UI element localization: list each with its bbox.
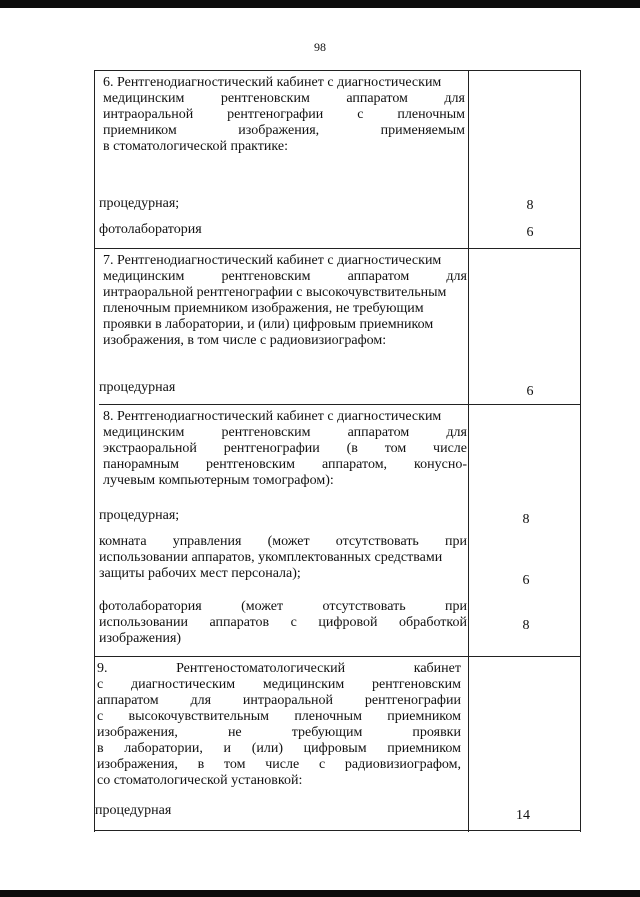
text-line: использовании аппаратов, укомплектованных средствами [99,550,443,565]
table-rule-row7 [94,248,581,249]
table-rule-row9 [94,656,581,657]
row-6-item-value: 8 [526,198,534,213]
text-line: изображения) [99,631,182,646]
text-line: 9. Рентгеностоматологический кабинет [97,661,461,676]
text-line: 8. Рентгенодиагностический кабинет с диагностическим [103,409,442,424]
scan-bottom-edge [0,890,640,897]
text-line: проявки в лаборатории, и (или) цифровым приемником [103,317,434,332]
row-7-item-value: 6 [526,384,534,399]
row-8-item-label [99,599,467,647]
table-rule-middle [468,70,469,832]
text-line: со стоматологической установкой: [97,773,303,788]
row-8-item-label: процедурная; [99,508,180,523]
text-line: лучевым компьютерным томографом): [103,473,334,488]
text-line: 7. Рентгенодиагностический кабинет с диагностическим [103,253,442,268]
text-line: медицинским рентгеновским аппаратом для [103,269,467,284]
row-6-item-label: фотолаборатория [99,222,202,237]
row-8-item-label [99,534,467,582]
table-rule-right [580,70,581,832]
row-8-item-value: 8 [522,512,530,527]
requirements-table [94,70,581,832]
text-line: медицинским рентгеновским аппаратом для [103,425,467,440]
text-line: изображения, в том числе с радиовизиографом, [97,757,461,772]
scan-top-edge [0,0,640,8]
table-rule-top [94,70,581,71]
row-9-title [97,661,461,789]
text-line: изображения, не требующим проявки [97,725,461,740]
row-6-title [103,75,465,155]
text-line: панорамным рентгеновским аппаратом, конусно- [103,457,467,472]
row-6-item-value: 6 [526,225,534,240]
table-rule-bottom [94,830,581,831]
table-rule-left [94,70,95,832]
text-line: в лаборатории, и (или) цифровым приемником [97,741,461,756]
text-line: 6. Рентгенодиагностический кабинет с диагностическим [103,75,442,90]
row-7-item-label: процедурная [99,380,176,395]
text-line: в стоматологической практике: [103,139,288,154]
text-line: экстраоральной рентгенографии (в том числе [103,441,467,456]
text-line: комната управления (может отсутствовать при [99,534,467,549]
text-line: использовании аппаратов с цифровой обработкой [99,615,467,630]
text-line: аппаратом для интраоральной рентгенографии [97,693,461,708]
text-line: с высокочувствительным пленочным приемником [97,709,461,724]
text-line: защиты рабочих мест персонала); [99,566,301,581]
text-line: изображения, в том числе с радиовизиографом: [103,333,387,348]
row-8-title [103,409,467,489]
page-number: 98 [314,40,326,54]
text-line: приемником изображения, применяемым [103,123,465,138]
text-line: медицинским рентгеновским аппаратом для [103,91,465,106]
text-line: пленочным приемником изображения, не требующим [103,301,424,316]
text-line: фотолаборатория (может отсутствовать при [99,599,467,614]
text-line: интраоральной рентгенографии с высокочувствительным [103,285,447,300]
row-8-item-value: 6 [522,573,530,588]
row-7-title [103,253,467,349]
table-rule-row8 [99,404,581,405]
text-line: с диагностическим медицинским рентгеновским [97,677,461,692]
row-6-item-label: процедурная; [99,196,180,211]
text-line: интраоральной рентгенографии с пленочным [103,107,465,122]
row-9-item-value: 14 [516,808,530,823]
row-9-item-label: процедурная [95,803,172,818]
row-8-item-value: 8 [522,618,530,633]
